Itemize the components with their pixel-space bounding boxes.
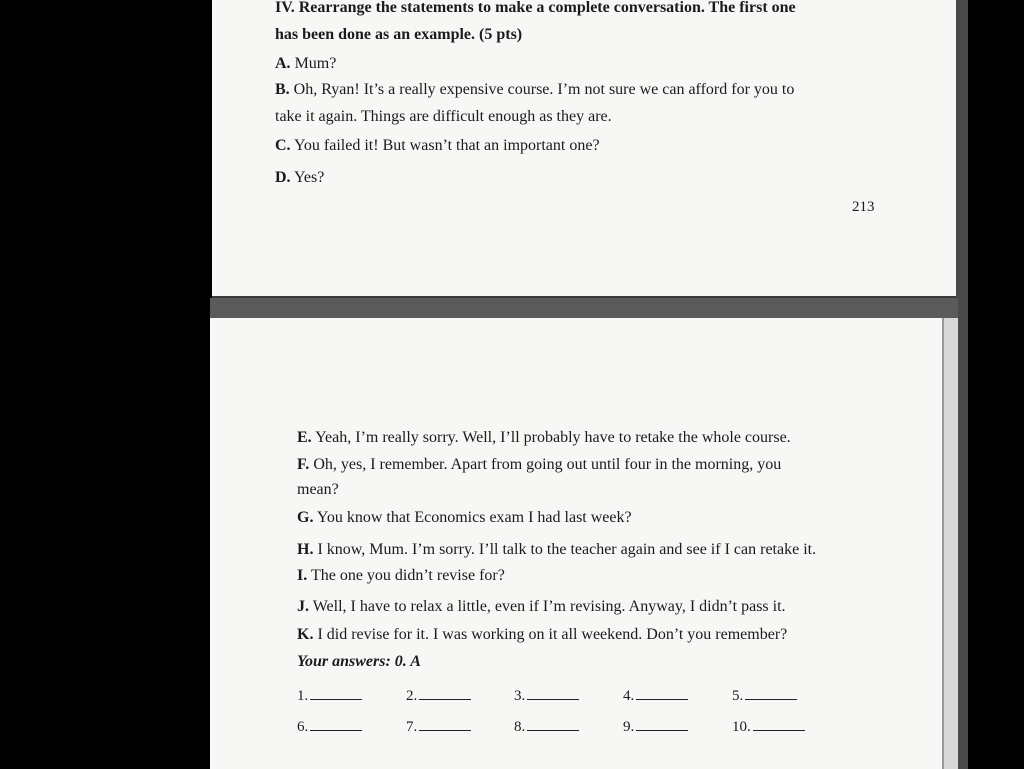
answer-number: 8. bbox=[514, 719, 526, 735]
answer-number: 1. bbox=[297, 688, 309, 704]
statement-b bbox=[275, 80, 794, 100]
statement-j bbox=[297, 597, 786, 617]
statement-letter: F. bbox=[297, 456, 310, 473]
statement-letter: B. bbox=[275, 81, 290, 98]
answer-slot-4[interactable] bbox=[623, 685, 688, 705]
answer-blank bbox=[636, 716, 688, 731]
statement-text: I know, Mum. I’m sorry. I’ll talk to the teacher again and see if I can retake it. bbox=[317, 541, 817, 558]
statement-a bbox=[275, 54, 336, 74]
answer-number: 7. bbox=[406, 719, 418, 735]
answer-blank bbox=[419, 716, 471, 731]
statement-text: Mum? bbox=[294, 55, 337, 72]
statement-e bbox=[297, 428, 791, 448]
statement-i bbox=[297, 566, 505, 586]
statement-letter: J. bbox=[297, 598, 309, 615]
answer-slot-1[interactable] bbox=[297, 685, 362, 705]
statement-f bbox=[297, 455, 781, 475]
answer-blank bbox=[310, 685, 362, 700]
top-page bbox=[212, 0, 956, 299]
answer-number: 10. bbox=[732, 719, 751, 735]
statement-letter: H. bbox=[297, 541, 314, 558]
page-gap-band bbox=[210, 298, 958, 318]
statement-b-continued: take it again. Things are difficult enough as they are. bbox=[275, 108, 612, 125]
statement-c bbox=[275, 136, 600, 156]
statement-text: Oh, Ryan! It’s a really expensive course. I’m not sure we can afford for you to bbox=[293, 81, 795, 98]
statement-g bbox=[297, 508, 632, 528]
statement-letter: I. bbox=[297, 567, 308, 584]
statement-text: I did revise for it. I was working on it all weekend. Don’t you remember? bbox=[317, 626, 788, 643]
statement-d bbox=[275, 168, 324, 188]
answers-label: Your answers: 0. A bbox=[297, 653, 421, 670]
answer-number: 3. bbox=[514, 688, 526, 704]
statement-text: Well, I have to relax a little, even if I’m revising. Anyway, I didn’t pass it. bbox=[312, 598, 786, 615]
answer-blank bbox=[527, 716, 579, 731]
answer-number: 9. bbox=[623, 719, 635, 735]
answer-slot-8[interactable] bbox=[514, 716, 579, 736]
answer-number: 6. bbox=[297, 719, 309, 735]
statement-letter: A. bbox=[275, 55, 291, 72]
answer-blank bbox=[636, 685, 688, 700]
page-binding-edge bbox=[942, 318, 958, 769]
answer-blank bbox=[527, 685, 579, 700]
answer-number: 2. bbox=[406, 688, 418, 704]
statement-text: You know that Economics exam I had last week? bbox=[316, 509, 632, 526]
statement-letter: D. bbox=[275, 169, 291, 186]
statement-text: Yeah, I’m really sorry. Well, I’ll probably have to retake the whole course. bbox=[315, 429, 791, 446]
statement-h bbox=[297, 540, 816, 560]
answer-slot-6[interactable] bbox=[297, 716, 362, 736]
statement-f-continued: mean? bbox=[297, 481, 339, 498]
answer-blank bbox=[745, 685, 797, 700]
answer-blank bbox=[753, 716, 805, 731]
statement-letter: E. bbox=[297, 429, 312, 446]
exercise-heading-line1: IV. Rearrange the statements to make a complete conversation. The first one bbox=[275, 0, 796, 16]
statement-letter: K. bbox=[297, 626, 314, 643]
answer-slot-2[interactable] bbox=[406, 685, 471, 705]
page-number: 213 bbox=[852, 199, 875, 215]
statement-text: The one you didn’t revise for? bbox=[310, 567, 505, 584]
answer-blank bbox=[419, 685, 471, 700]
answer-slot-9[interactable] bbox=[623, 716, 688, 736]
statement-text: Yes? bbox=[293, 169, 325, 186]
answer-number: 4. bbox=[623, 688, 635, 704]
answer-slot-7[interactable] bbox=[406, 716, 471, 736]
statement-letter: C. bbox=[275, 137, 291, 154]
answer-blank bbox=[310, 716, 362, 731]
answer-slot-5[interactable] bbox=[732, 685, 797, 705]
answer-slot-3[interactable] bbox=[514, 685, 579, 705]
answer-number: 5. bbox=[732, 688, 744, 704]
statement-text: Oh, yes, I remember. Apart from going out until four in the morning, you bbox=[313, 456, 782, 473]
statement-k bbox=[297, 625, 787, 645]
statement-text: You failed it! But wasn’t that an important one? bbox=[293, 137, 600, 154]
exercise-heading-line2: has been done as an example. (5 pts) bbox=[275, 26, 523, 43]
statement-letter: G. bbox=[297, 509, 314, 526]
answer-slot-10[interactable] bbox=[732, 716, 805, 736]
bottom-page bbox=[210, 318, 942, 769]
